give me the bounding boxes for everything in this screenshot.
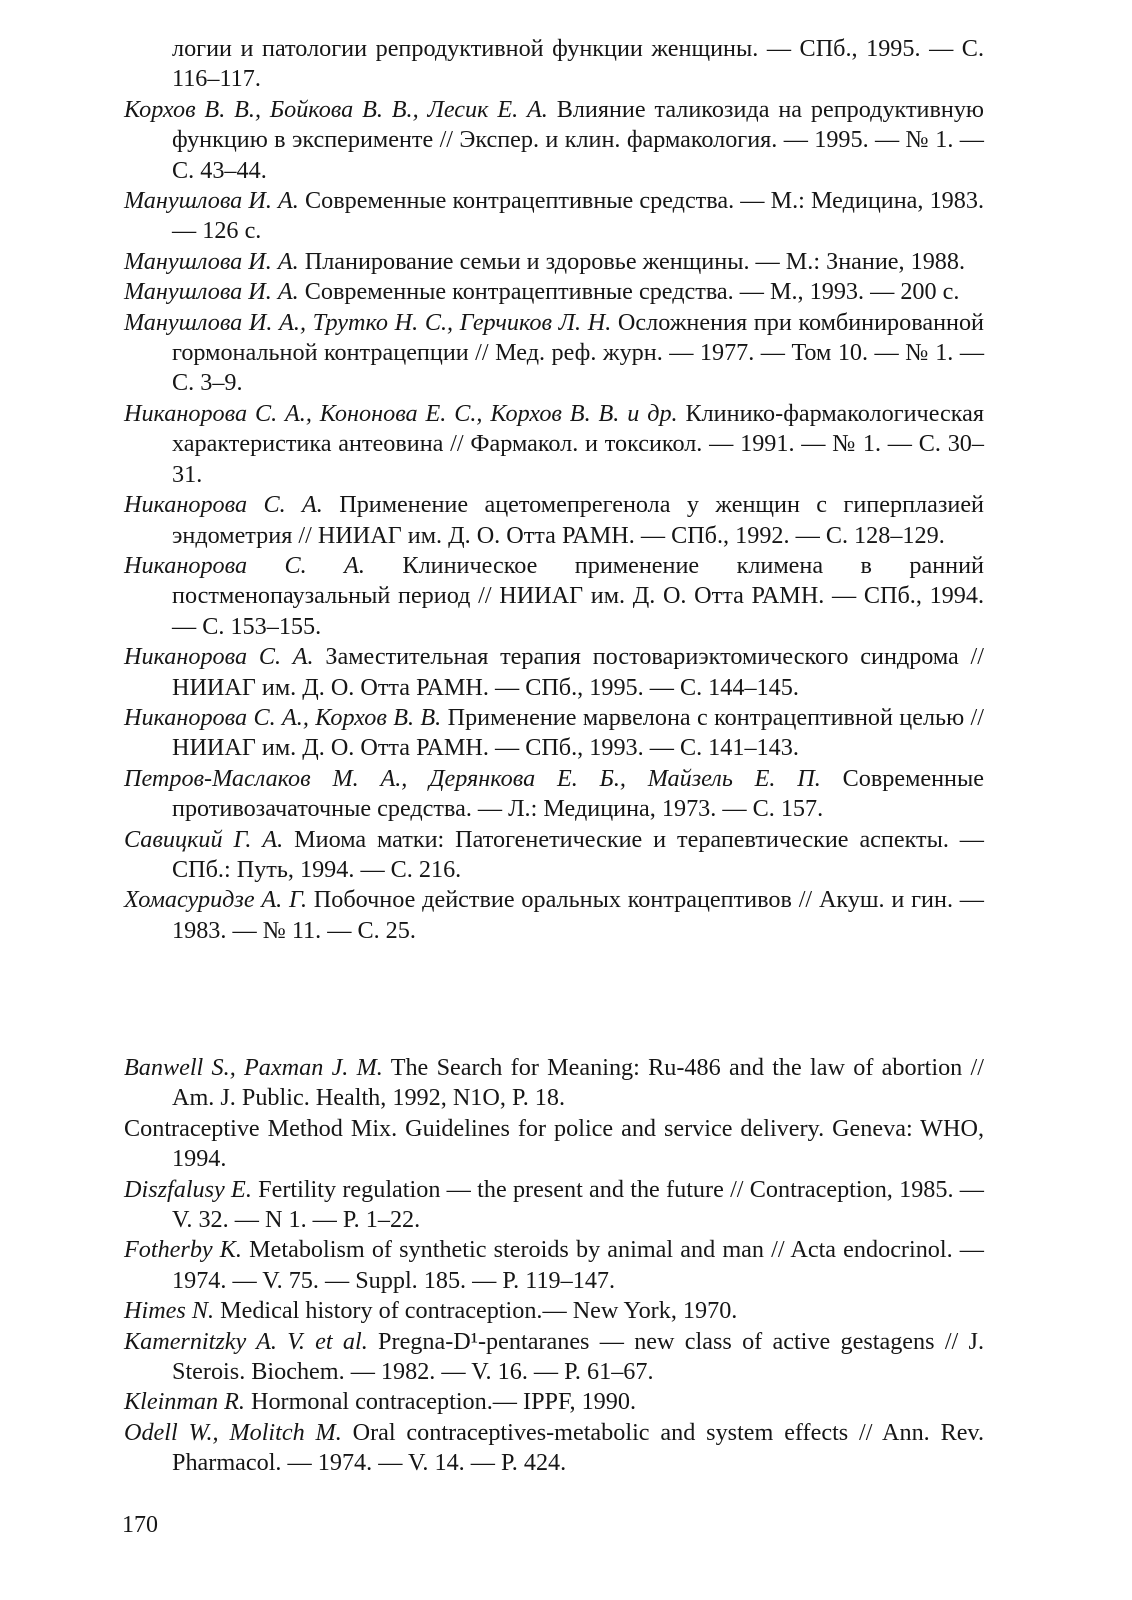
reference-entry xyxy=(124,703,984,764)
reference-author: Никанорова С. А. xyxy=(124,491,323,519)
reference-author: Fotherby K. xyxy=(124,1236,242,1264)
reference-author: Петров-Маслаков М. А., Дерянкова Е. Б., Майзель Е. П. xyxy=(124,764,821,792)
reference-entry xyxy=(124,1114,984,1175)
reference-text: Современные контрацептивные средства. — М., 1993. — 200 с. xyxy=(298,278,960,306)
reference-text: Применение ацетомепрегенола у женщин с гиперплазией эндометрия // НИИАГ им. Д. О. Отта РАМН. — СПб., 1992. — С. 128–129. xyxy=(172,491,984,549)
reference-text: Влияние таликозида на репродуктивную функцию в эксперименте // Экспер. и клин. фармакология. — 1995. — № 1. — С. 43–44. xyxy=(172,95,985,184)
reference-text: Заместительная терапия постовариэктомического синдрома // НИИАГ им. Д. О. Отта РАМН. — СПб., 1995. — С. 144–145. xyxy=(172,643,984,701)
reference-author: Манушлова И. А. xyxy=(124,187,299,215)
reference-entry xyxy=(124,186,984,247)
reference-entry xyxy=(124,1387,984,1417)
bibliography-russian xyxy=(124,34,984,946)
reference-author: Манушлова И. А., Трутко Н. С., Герчиков Л. Н. xyxy=(124,308,612,336)
reference-text: Fertility regulation — the present and the future // Contraception, 1985. — V. 32. — N 1. — P. 1–22. xyxy=(172,1175,984,1234)
reference-text: Metabolism of synthetic steroids by animal and man // Acta endocrinol. — 1974. — V. 75. — Suppl. 185. — P. 119–147. xyxy=(172,1236,984,1294)
reference-entry xyxy=(124,551,984,642)
reference-entry xyxy=(124,825,984,886)
reference-entry xyxy=(124,247,984,277)
reference-text: Contraceptive Method Mix. Guidelines for police and service delivery. Geneva: WHO, 1994. xyxy=(124,1114,984,1173)
reference-author: Савицкий Г. А. xyxy=(124,825,284,853)
reference-text: логии и патологии репродуктивной функции женщины. — СПб., 1995. — С. 116–117. xyxy=(172,35,984,93)
reference-author: Никанорова С. А., Корхов В. В. xyxy=(124,703,442,731)
reference-entry xyxy=(124,1235,984,1296)
reference-author: Banwell S., Paxman J. M. xyxy=(124,1054,383,1081)
reference-text: The Search for Meaning: Ru-486 and the law of abortion // Am. J. Public. Health, 1992, N1O, P. 18. xyxy=(172,1054,984,1112)
page-number: 170 xyxy=(122,1512,158,1538)
reference-text: Клиническое применение климена в ранний постменопаузальный период // НИИАГ им. Д. О. Отта РАМН. — СПб., 1994. — С. 153–155. xyxy=(172,551,984,640)
reference-entry xyxy=(124,34,984,95)
reference-entry xyxy=(124,95,984,186)
bibliography-foreign xyxy=(124,1053,984,1479)
reference-text: Планирование семьи и здоровье женщины. — М.: Знание, 1988. xyxy=(298,247,966,275)
reference-text: Medical history of contraception.— New York, 1970. xyxy=(214,1297,738,1325)
reference-entry xyxy=(124,885,984,946)
reference-text: Oral contraceptives-metabolic and system effects // Ann. Rev. Pharmacol. — 1974. — V. 14. — P. 424. xyxy=(172,1418,985,1477)
reference-entry xyxy=(124,277,984,307)
reference-entry xyxy=(124,399,984,490)
reference-author: Никанорова С. А. xyxy=(124,643,314,671)
reference-text: Осложнения при комбинированной гормональной контрацепции // Мед. реф. журн. — 1977. — Том 10. — № 1. — С. 3–9. xyxy=(172,308,984,397)
reference-author: Никанорова С. А. xyxy=(124,551,365,579)
reference-author: Kamernitzky A. V. et al. xyxy=(124,1327,368,1355)
reference-text: Pregna-D¹-pentaranes — new class of active gestagens // J. Sterois. Biochem. — 1982. — V. 16. — P. 61–67. xyxy=(172,1327,984,1386)
reference-text: Современные контрацептивные средства. — М.: Медицина, 1983. — 126 с. xyxy=(172,187,985,245)
reference-author: Хомасуридзе А. Г. xyxy=(124,886,307,914)
reference-text: Миома матки: Патогенетические и терапевтические аспекты. — СПб.: Путь, 1994. — С. 216. xyxy=(172,825,984,883)
reference-entry xyxy=(124,1327,984,1388)
reference-text: Современные противозачаточные средства. — Л.: Медицина, 1973. — С. 157. xyxy=(172,764,984,823)
reference-author: Himes N. xyxy=(124,1297,215,1325)
reference-author: Kleinman R. xyxy=(124,1388,245,1416)
reference-entry xyxy=(124,764,984,825)
reference-text: Применение марвелона с контрацептивной целью // НИИАГ им. Д. О. Отта РАМН. — СПб., 1993. — С. 141–143. xyxy=(172,703,984,762)
reference-entry xyxy=(124,642,984,703)
reference-author: Манушлова И. А. xyxy=(124,278,299,306)
reference-text: Клинико-фармакологическая характеристика антеовина // Фармакол. и токсикол. — 1991. — № 1. — С. 30–31. xyxy=(172,399,985,488)
reference-entry xyxy=(124,1053,984,1114)
reference-entry xyxy=(124,490,984,551)
reference-author: Корхов В. В., Бойкова В. В., Лесик Е. А. xyxy=(124,95,548,123)
reference-entry xyxy=(124,1175,984,1236)
reference-author: Манушлова И. А. xyxy=(124,247,299,275)
reference-entry xyxy=(124,308,984,399)
reference-author: Odell W., Molitch M. xyxy=(124,1418,342,1446)
reference-author: Diszfalusy E. xyxy=(124,1175,252,1203)
reference-author: Никанорова С. А., Кононова Е. С., Корхов В. В. и др. xyxy=(124,399,678,427)
reference-text: Hormonal contraception.— IPPF, 1990. xyxy=(244,1388,636,1416)
reference-text: Побочное действие оральных контрацептивов // Акуш. и гин. — 1983. — № 11. — С. 25. xyxy=(172,886,984,944)
reference-entry xyxy=(124,1418,984,1479)
reference-entry xyxy=(124,1296,984,1326)
